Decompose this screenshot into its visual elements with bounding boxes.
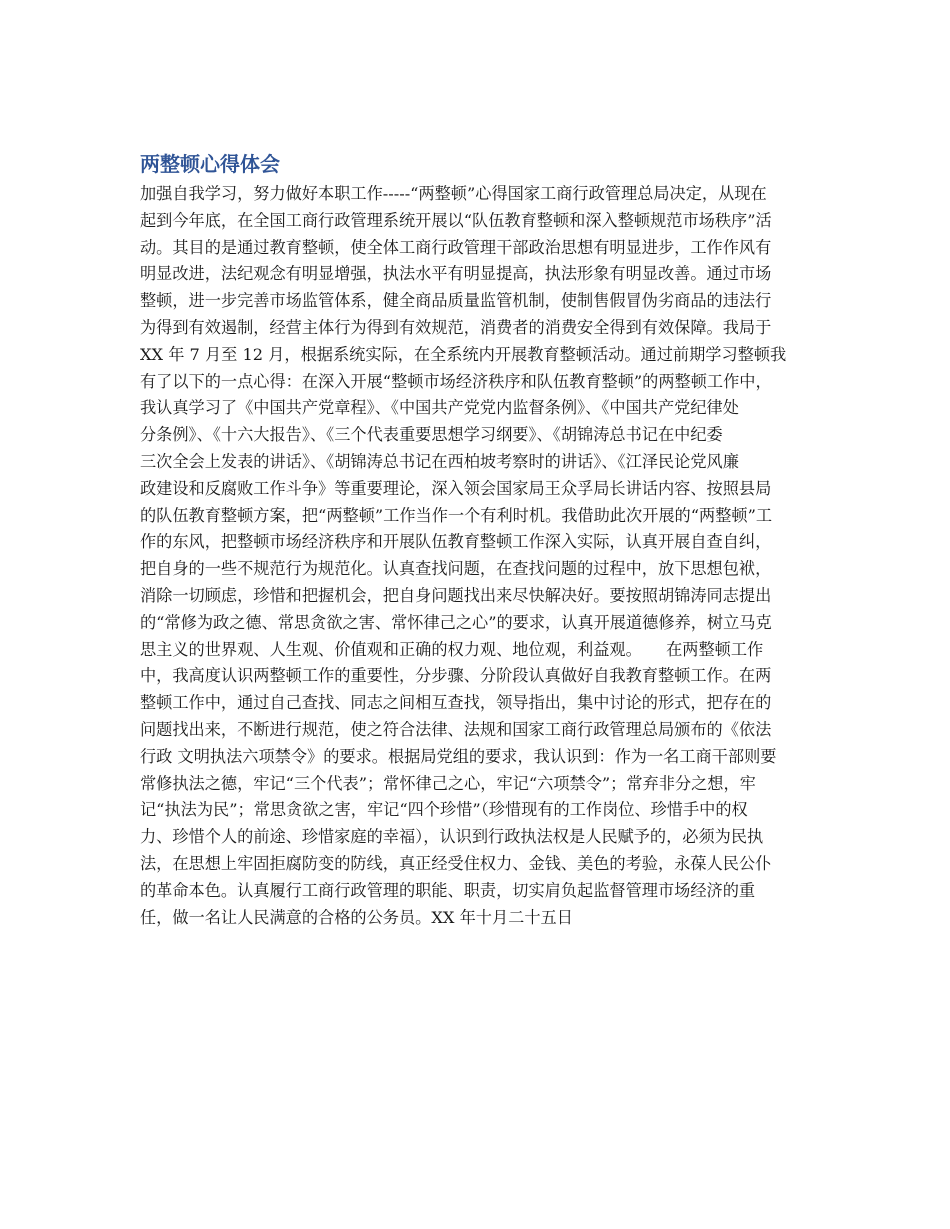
body-line: 整顿工作中，通过自己查找、同志之间相互查找，领导指出，集中讨论的形式，把存在的 (140, 693, 772, 713)
body-line: XX 年 7 月至 12 月，根据系统实际，在全系统内开展教育整顿活动。通过前期学习整顿我 (140, 344, 787, 364)
body-line: 明显改进，法纪观念有明显增强，执法水平有明显提高，执法形象有明显改善。通过市场 (140, 264, 772, 284)
body-line: 有了以下的一点心得：在深入开展“整顿市场经济秩序和队伍教育整顿”的两整顿工作中， (140, 371, 772, 391)
body-line: 法，在思想上牢固拒腐防变的防线，真正经受住权力、金钱、美色的考验，永葆人民公仆 (140, 853, 772, 873)
body-line: 为得到有效遏制，经营主体行为得到有效规范，消费者的消费安全得到有效保障。我局于 (140, 317, 772, 337)
body-line: 问题找出来，不断进行规范，使之符合法律、法规和国家工商行政管理总局颁布的《依法 (140, 719, 772, 739)
body-line: 政建设和反腐败工作斗争》等重要理论，深入领会国家局王众孚局长讲话内容、按照县局 (140, 478, 772, 498)
body-line: 我认真学习了《中国共产党章程》、《中国共产党党内监督条例》、《中国共产党纪律处 (140, 398, 739, 418)
document-title: 两整顿心得体会 (140, 152, 280, 176)
body-line: 力、珍惜个人的前途、珍惜家庭的幸福），认识到行政执法权是人民赋予的，必须为民执 (140, 827, 764, 847)
body-line: 的“常修为政之德、常思贪欲之害、常怀律己之心”的要求，认真开展道德修养，树立马克 (140, 612, 772, 632)
body-line: 动。其目的是通过教育整顿，使全体工商行政管理干部政治思想有明显进步，工作作风有 (140, 237, 772, 257)
body-line: 作的东风，把整顿市场经济秩序和开展队伍教育整顿工作深入实际，认真开展自查自纠， (140, 532, 772, 552)
body-line: 记“执法为民”；常思贪欲之害，牢记“四个珍惜”（珍惜现有的工作岗位、珍惜手中的权 (140, 800, 748, 820)
body-line: 行政 文明执法六项禁令》的要求。根据局党组的要求，我认识到：作为一名工商干部则要 (140, 746, 777, 766)
body-line: 常修执法之德，牢记“三个代表”；常怀律己之心，牢记“六项禁令”；常弃非分之想，牢 (140, 773, 756, 793)
body-line: 中，我高度认识两整顿工作的重要性，分步骤、分阶段认真做好自我教育整顿工作。在两 (140, 666, 772, 686)
body-line: 的革命本色。认真履行工商行政管理的职能、职责，切实肩负起监督管理市场经济的重 (140, 880, 756, 900)
body-line: 任，做一名让人民满意的合格的公务员。XX 年十月二十五日 (140, 907, 573, 927)
body-line: 整顿，进一步完善市场监管体系，健全商品质量监管机制，使制售假冒伪劣商品的违法行 (140, 291, 772, 311)
body-line: 加强自我学习，努力做好本职工作-----“两整顿”心得国家工商行政管理总局决定，从现在 (140, 184, 767, 203)
body-line: 的队伍教育整顿方案，把“两整顿”工作当作一个有利时机。我借助此次开展的“两整顿”工 (140, 505, 773, 525)
document-body (140, 181, 816, 931)
body-line: 消除一切顾虑，珍惜和把握机会，把自身问题找出来尽快解决好。要按照胡锦涛同志提出 (140, 585, 772, 605)
body-line: 思主义的世界观、人生观、价值观和正确的权力观、地位观，利益观。 在两整顿工作 (140, 639, 764, 659)
body-line: 三次全会上发表的讲话》、《胡锦涛总书记在西柏坡考察时的讲话》、《江泽民论党风廉 (140, 451, 739, 471)
body-line: 把自身的一些不规范行为规范化。认真查找问题，在查找问题的过程中，放下思想包袱， (140, 559, 772, 579)
body-line: 起到今年底，在全国工商行政管理系统开展以“队伍教育整顿和深入整顿规范市场秩序”活 (140, 210, 772, 230)
body-line: 分条例》、《十六大报告》、《三个代表重要思想学习纲要》、《胡锦涛总书记在中纪委 (140, 425, 723, 445)
